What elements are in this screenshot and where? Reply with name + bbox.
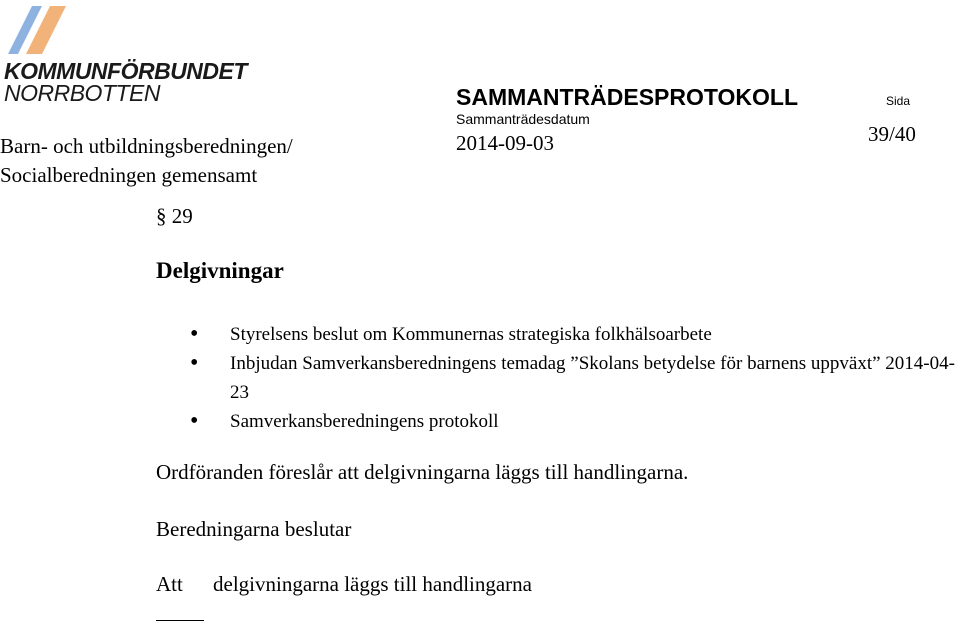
bullet-list (190, 320, 960, 436)
proposal-text: Ordföranden föreslår att delgivningarna läggs till handlingarna. (156, 460, 689, 484)
page-number: 39/40 (868, 122, 916, 146)
list-item: • Styrelsens beslut om Kommunernas strategiska folkhälsoarbete (190, 320, 960, 349)
list-item: • Samverkansberedningens protokoll (190, 407, 960, 436)
logo-text (4, 60, 247, 104)
decision-text: delgivningarna läggs till handlingarna (213, 572, 532, 596)
organization (0, 132, 293, 190)
signature-line (156, 620, 204, 621)
list-item: • Inbjudan Samverkansberedningens temadag ”Skolans betydelse för barnens uppväxt” 2014-04-23 (190, 349, 960, 407)
logo-line1: KOMMUNFÖRBUNDET (4, 58, 247, 84)
att-label: Att (156, 572, 183, 596)
logo-line2: NORRBOTTEN (4, 80, 160, 106)
page-label: Sida (886, 94, 911, 108)
meeting-date-label: Sammanträdesdatum (456, 111, 590, 127)
document-title: SAMMANTRÄDESPROTOKOLL (456, 84, 799, 110)
paragraph-number: § 29 (156, 204, 193, 228)
meeting-date: 2014-09-03 (456, 131, 554, 155)
decision-intro: Beredningarna beslutar (156, 517, 352, 541)
section-heading: Delgivningar (156, 258, 284, 283)
organization-line1: Barn- och utbildningsberedningen/ (0, 134, 293, 158)
organization-line2: Socialberedningen gemensamt (0, 163, 258, 187)
